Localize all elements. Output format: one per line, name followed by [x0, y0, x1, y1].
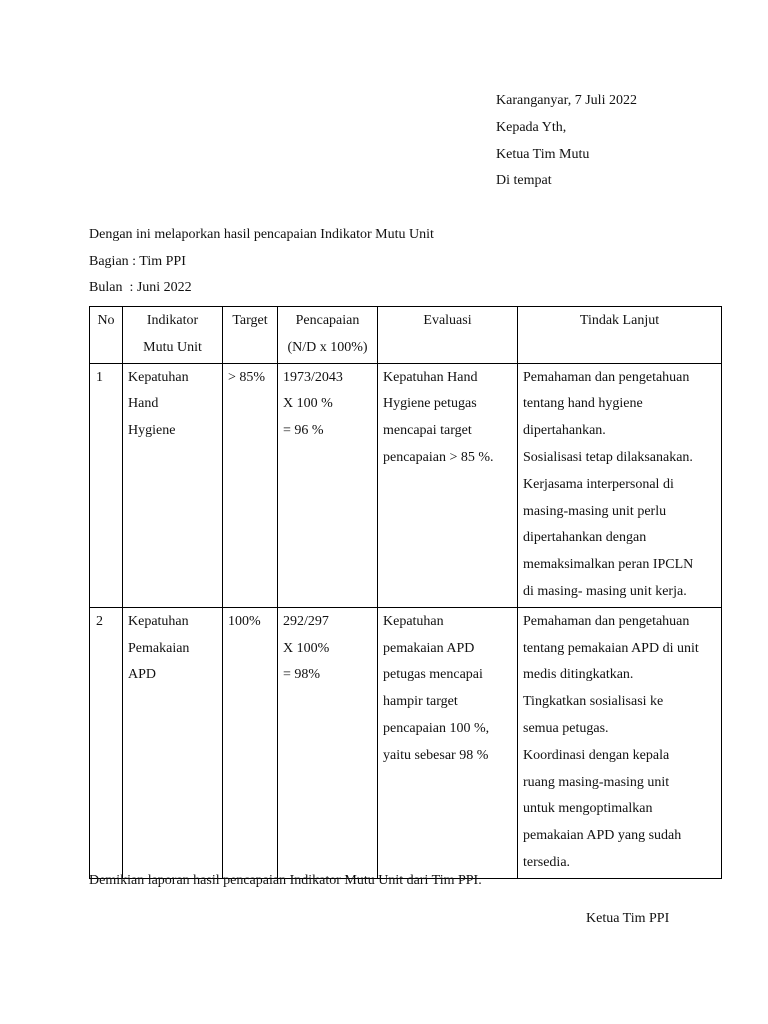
- cell-no: [90, 363, 123, 607]
- cell-line: ruang masing-masing unit: [523, 774, 670, 790]
- header-evaluasi: [378, 307, 518, 364]
- table-header-row: [90, 307, 722, 364]
- recipient-location: Di tempat: [496, 173, 552, 188]
- cell-line: X 100 %: [283, 396, 333, 412]
- cell-line: Kepatuhan: [128, 613, 189, 629]
- closing-text: Demikian laporan hasil pencapaian Indikator Mutu Unit dari Tim PPI.: [89, 873, 482, 888]
- cell-tindak-lanjut: [518, 363, 722, 607]
- cell-line: dipertahankan dengan: [523, 530, 647, 546]
- cell-line: Hand: [128, 396, 159, 412]
- cell-line: Koordinasi dengan kepala: [523, 747, 670, 763]
- cell-line: untuk mengoptimalkan: [523, 801, 653, 817]
- cell-line: 292/297: [283, 613, 329, 629]
- cell-line: Kepatuhan Hand: [383, 369, 478, 385]
- cell-line: dipertahankan.: [523, 423, 606, 439]
- cell-line: Evaluasi: [423, 313, 472, 328]
- cell-target: [223, 363, 278, 607]
- cell-line: Indikator: [146, 313, 199, 328]
- table-row: [90, 607, 722, 878]
- cell-line: mencapai target: [383, 423, 472, 439]
- letter-date: Karanganyar, 7 Juli 2022: [496, 93, 637, 108]
- cell-line: pemakaian APD: [383, 640, 475, 656]
- cell-indikator: [123, 607, 223, 878]
- cell-line: yaitu sebesar 98 %: [383, 747, 489, 763]
- bagian-line: Bagian : Tim PPI: [89, 254, 186, 269]
- cell-indikator: [123, 363, 223, 607]
- cell-line: pencapaian 100 %,: [383, 720, 490, 736]
- header-tindak-lanjut: [518, 307, 722, 364]
- cell-line: 1: [96, 369, 103, 385]
- cell-line: = 96 %: [283, 423, 324, 439]
- cell-line: Pemahaman dan pengetahuan: [523, 369, 690, 385]
- signature-title: Ketua Tim PPI: [586, 911, 670, 926]
- cell-tindak-lanjut: [518, 607, 722, 878]
- cell-line: Pemakaian: [128, 640, 190, 656]
- cell-line: Tingkatkan sosialisasi ke: [523, 694, 664, 710]
- header-pencapaian: [278, 307, 378, 364]
- cell-line: di masing- masing unit kerja.: [523, 583, 687, 599]
- cell-line: Kerjasama interpersonal di: [523, 476, 674, 492]
- cell-line: > 85%: [228, 369, 266, 385]
- cell-line: tersedia.: [523, 854, 571, 870]
- cell-line: Hygiene petugas: [383, 396, 477, 412]
- header-target: [223, 307, 278, 364]
- cell-line: petugas mencapai: [383, 667, 483, 683]
- cell-line: masing-masing unit perlu: [523, 503, 667, 519]
- cell-pencapaian: [278, 607, 378, 878]
- indicator-table: [89, 306, 722, 879]
- intro-text: Dengan ini melaporkan hasil pencapaian Indikator Mutu Unit: [89, 227, 434, 242]
- cell-target: [223, 607, 278, 878]
- cell-line: X 100%: [283, 640, 330, 656]
- cell-line: 1973/2043: [283, 369, 343, 385]
- bulan-line: Bulan : Juni 2022: [89, 280, 192, 295]
- cell-evaluasi: [378, 607, 518, 878]
- cell-line: hampir target: [383, 694, 458, 710]
- cell-no: [90, 607, 123, 878]
- cell-line: semua petugas.: [523, 720, 609, 736]
- cell-line: = 98%: [283, 667, 321, 683]
- header-indikator: [123, 307, 223, 364]
- cell-line: Mutu Unit: [143, 339, 202, 355]
- cell-line: tentang hand hygiene: [523, 396, 643, 412]
- cell-line: pemakaian APD yang sudah: [523, 828, 682, 844]
- cell-line: Pemahaman dan pengetahuan: [523, 613, 690, 629]
- cell-line: Pencapaian: [295, 313, 360, 328]
- cell-evaluasi: [378, 363, 518, 607]
- cell-line: Target: [232, 313, 268, 328]
- cell-line: 2: [96, 613, 103, 629]
- cell-line: Sosialisasi tetap dilaksanakan.: [523, 449, 693, 465]
- cell-pencapaian: [278, 363, 378, 607]
- salutation: Kepada Yth,: [496, 120, 567, 135]
- table-row: [90, 363, 722, 607]
- cell-line: No: [97, 313, 115, 328]
- cell-line: 100%: [228, 613, 261, 629]
- cell-line: Kepatuhan: [383, 613, 444, 629]
- cell-line: pencapaian > 85 %.: [383, 449, 494, 465]
- cell-line: Kepatuhan: [128, 369, 189, 385]
- cell-line: medis ditingkatkan.: [523, 667, 634, 683]
- cell-line: Tindak Lanjut: [579, 313, 660, 328]
- cell-line: (N/D x 100%): [287, 339, 368, 355]
- cell-line: memaksimalkan peran IPCLN: [523, 557, 694, 573]
- recipient-name: Ketua Tim Mutu: [496, 147, 590, 162]
- cell-line: Hygiene: [128, 423, 176, 439]
- cell-line: tentang pemakaian APD di unit: [523, 640, 699, 656]
- cell-line: APD: [128, 667, 157, 683]
- header-no: [90, 307, 123, 364]
